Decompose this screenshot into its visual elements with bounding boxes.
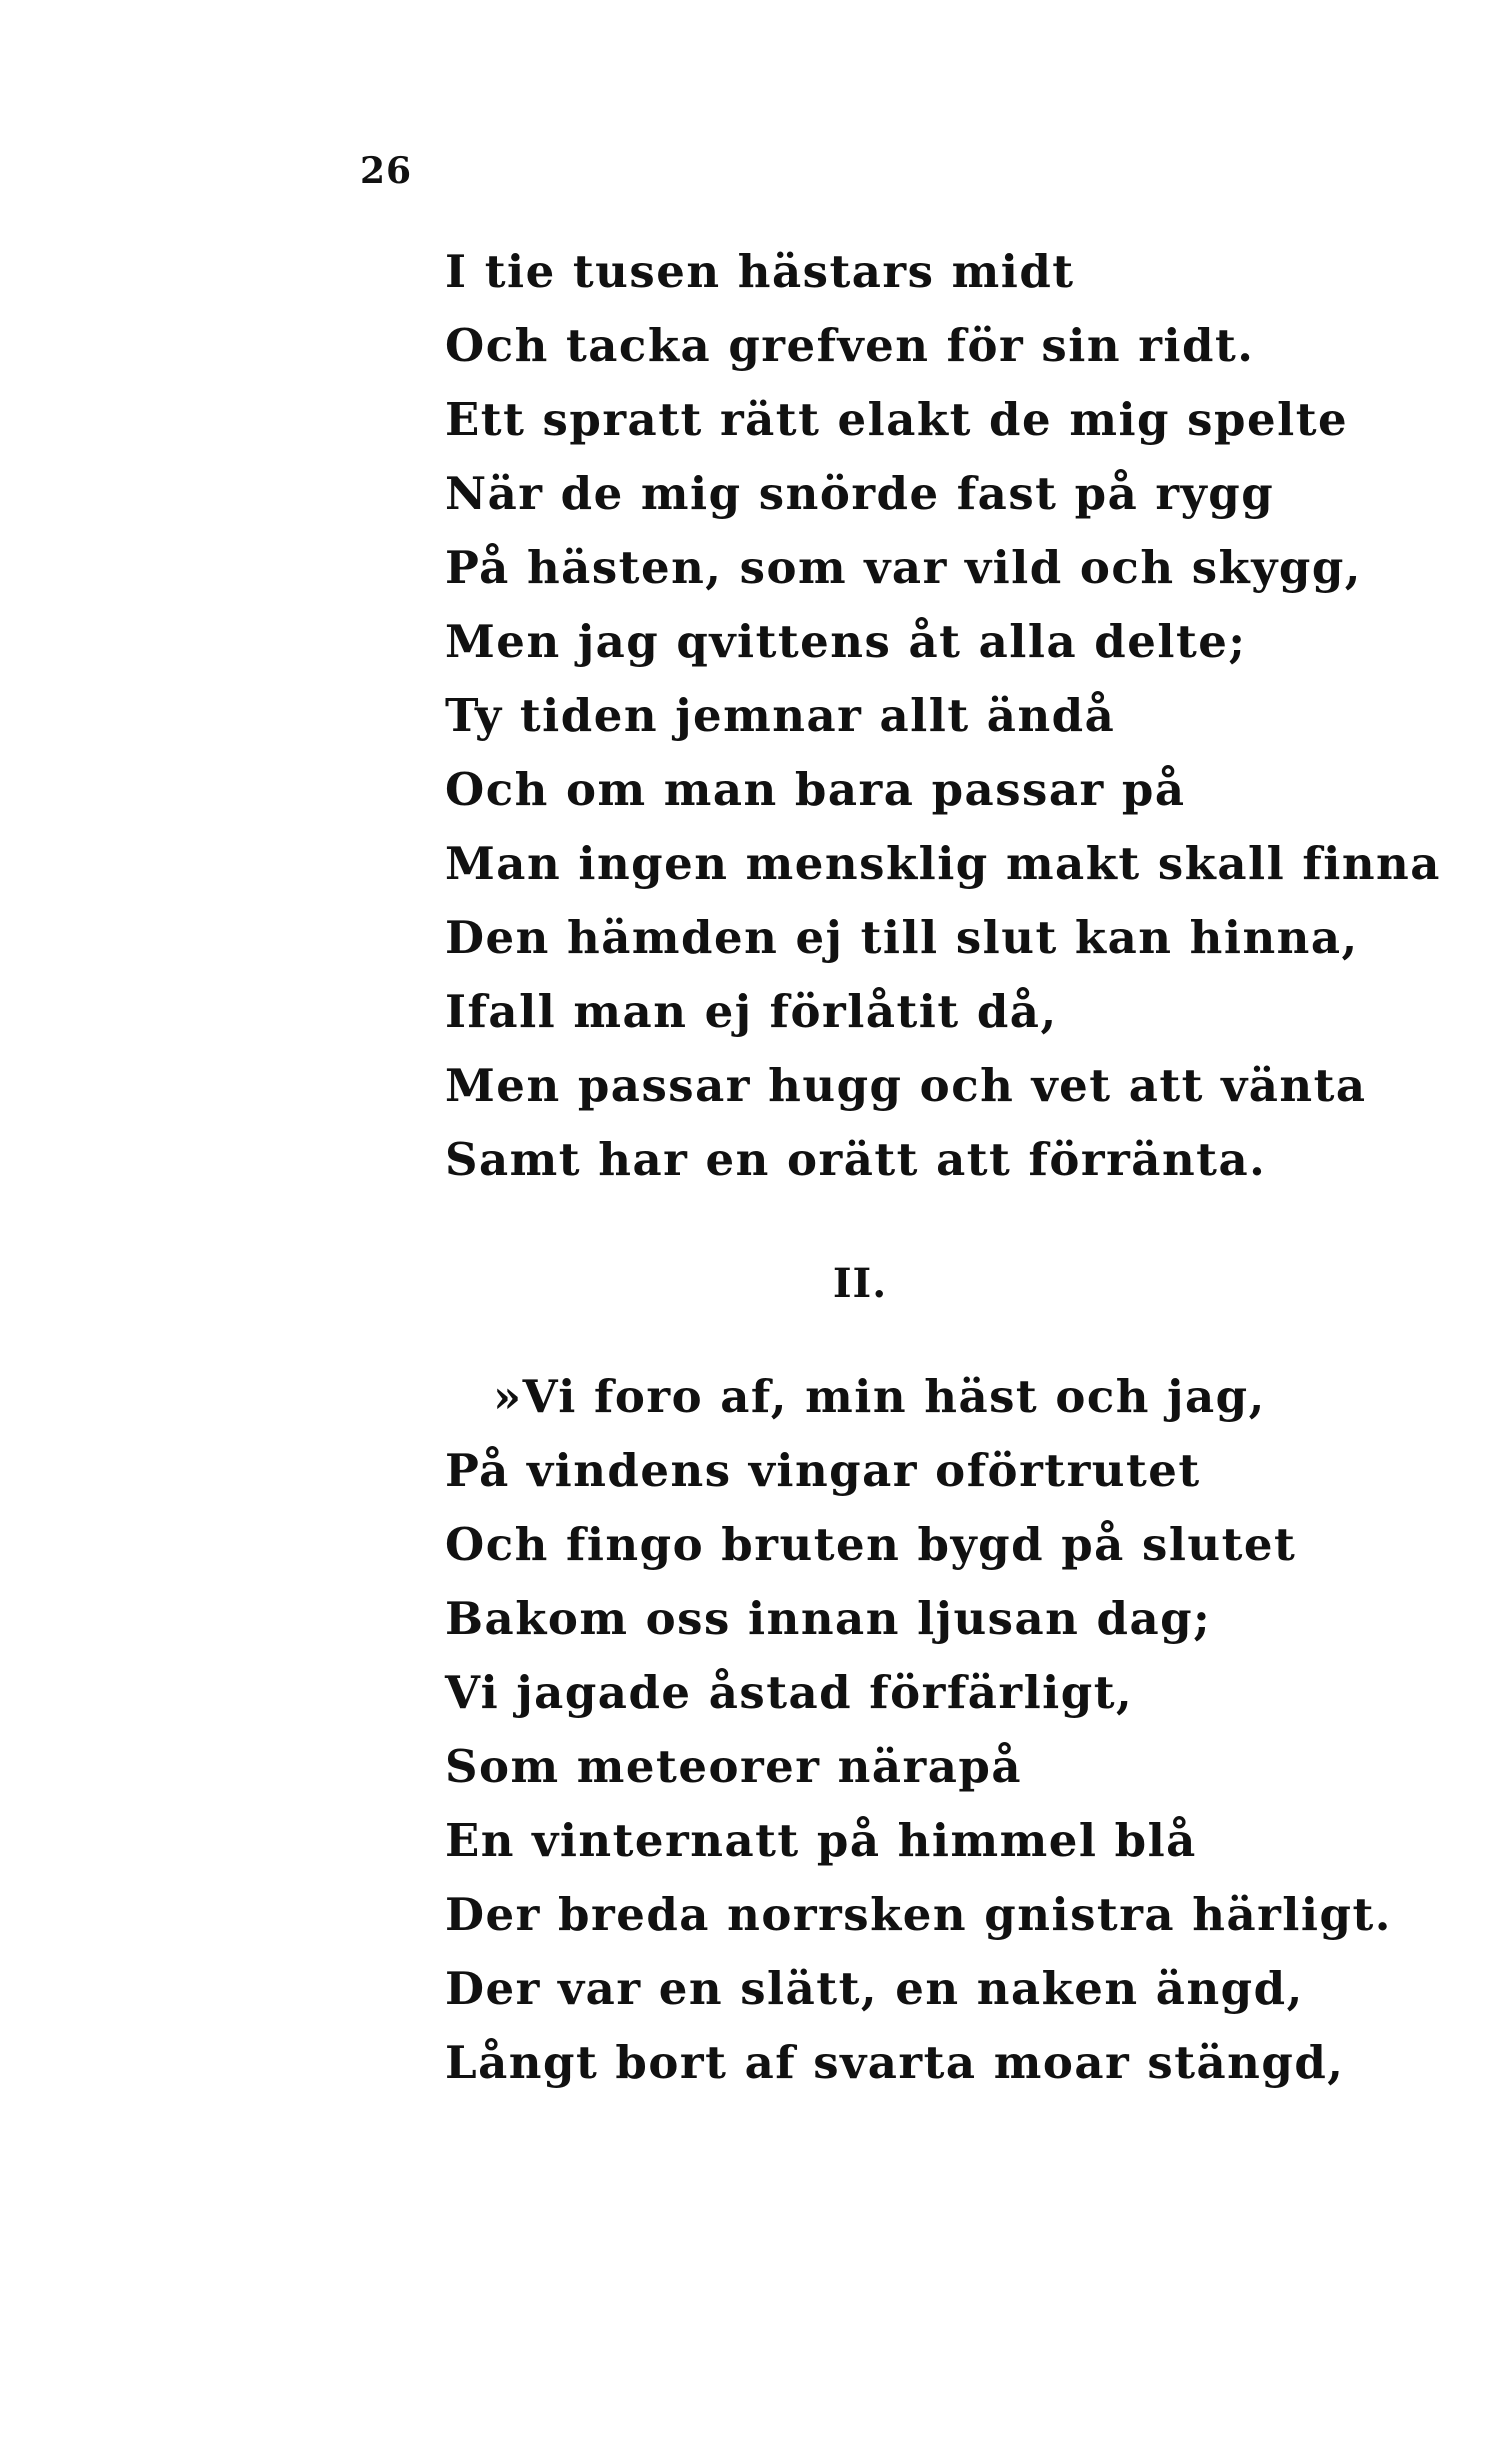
verse-line: Och fingo bruten bygd på slutet — [445, 1518, 1297, 1571]
verse-line: När de mig snörde fast på rygg — [445, 467, 1275, 520]
verse-line: Ett spratt rätt elakt de mig spelte — [445, 393, 1349, 446]
stanza-1 — [445, 235, 1441, 1197]
section-heading: II. — [832, 1260, 888, 1307]
verse-line: Som meteorer närapå — [445, 1740, 1023, 1793]
verse-line: Man ingen mensklig makt skall finna — [445, 837, 1441, 890]
verse-line: Men passar hugg och vet att vänta — [445, 1059, 1367, 1112]
verse-line: På hästen, som var vild och skygg, — [445, 541, 1362, 594]
verse-line: Der var en slätt, en naken ängd, — [445, 1962, 1304, 2015]
verse-line: Vi jagade åstad förfärligt, — [445, 1666, 1134, 1719]
verse-line: I tie tusen hästars midt — [445, 245, 1075, 298]
verse-line: Långt bort af svarta moar stängd, — [445, 2036, 1345, 2089]
stanza-2 — [445, 1360, 1392, 2100]
verse-line: Och om man bara passar på — [445, 763, 1186, 816]
page-number: 26 — [360, 150, 413, 192]
verse-line: Men jag qvittens åt alla delte; — [445, 615, 1247, 668]
verse-line: Den hämden ej till slut kan hinna, — [445, 911, 1359, 964]
verse-line: Och tacka grefven för sin ridt. — [445, 319, 1255, 372]
verse-line: På vindens vingar oförtrutet — [445, 1444, 1201, 1497]
verse-line: Bakom oss innan ljusan dag; — [445, 1592, 1212, 1645]
verse-line: Samt har en orätt att förränta. — [445, 1133, 1267, 1186]
verse-line: En vinternatt på himmel blå — [445, 1814, 1197, 1867]
verse-line: »Vi foro af, min häst och jag, — [493, 1370, 1266, 1423]
verse-line: Ty tiden jemnar allt ändå — [445, 689, 1116, 742]
verse-line: Ifall man ej förlåtit då, — [445, 985, 1058, 1038]
verse-line: Der breda norrsken gnistra härligt. — [445, 1888, 1392, 1941]
